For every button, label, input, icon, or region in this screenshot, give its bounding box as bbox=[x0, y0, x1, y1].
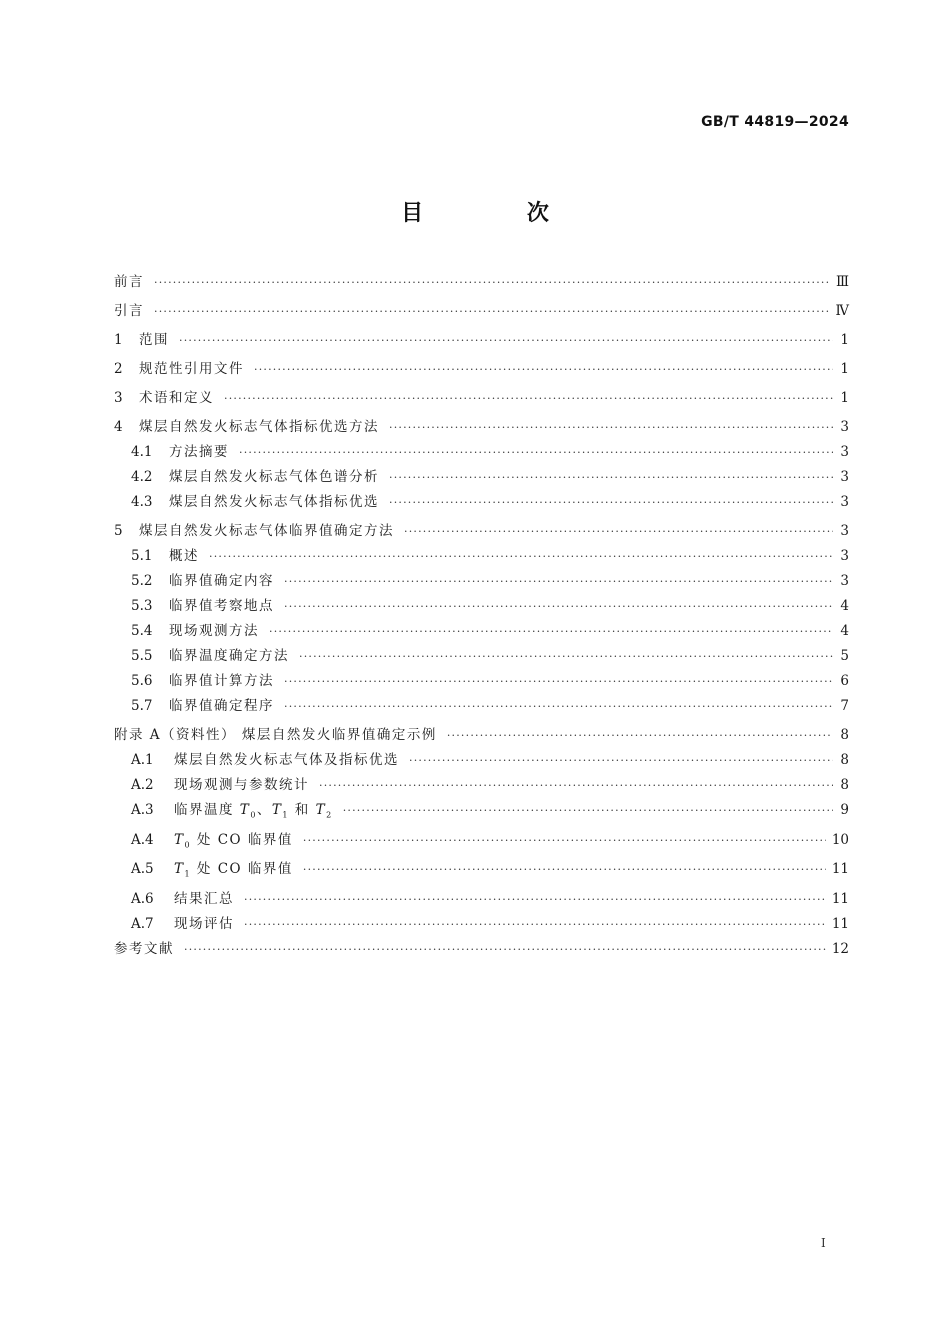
toc-entry-a-4[interactable] bbox=[114, 828, 849, 858]
toc-entry-5-4[interactable] bbox=[114, 619, 849, 644]
toc-entry-number: A.5 bbox=[131, 861, 154, 878]
standard-number: GB/T 44819—2024 bbox=[701, 114, 849, 130]
toc-entry-number: A.1 bbox=[131, 752, 154, 768]
leader-dots bbox=[409, 748, 833, 773]
toc-entry-label: 煤层自然发火标志气体临界值确定方法 bbox=[139, 523, 394, 539]
toc-entry-4[interactable] bbox=[114, 415, 849, 440]
toc-entry-number: 5.7 bbox=[131, 698, 153, 714]
symbol-t: T bbox=[315, 802, 327, 818]
toc-entry-a-7[interactable] bbox=[114, 912, 849, 937]
toc-entry-number: A.2 bbox=[131, 777, 154, 793]
leader-dots bbox=[284, 594, 833, 619]
toc-entry-4-1[interactable] bbox=[114, 440, 849, 465]
subscript: 0 bbox=[184, 840, 192, 850]
leader-dots bbox=[244, 887, 826, 912]
toc-entry-5-1[interactable] bbox=[114, 544, 849, 569]
toc-entry-number: 5.3 bbox=[131, 598, 153, 614]
toc-entry-number: 2 bbox=[114, 361, 123, 377]
subscript: 1 bbox=[282, 810, 290, 820]
toc-entry-number: 4.1 bbox=[131, 444, 153, 460]
toc-entry-2[interactable] bbox=[114, 357, 849, 382]
toc-entry-number: 1 bbox=[114, 332, 123, 348]
toc-entry-a-5[interactable] bbox=[114, 857, 849, 887]
leader-dots bbox=[154, 270, 830, 295]
toc-page-number: 6 bbox=[840, 673, 849, 689]
toc-page-number: 8 bbox=[840, 727, 849, 743]
leader-dots bbox=[284, 694, 833, 719]
leader-dots bbox=[184, 937, 826, 962]
toc-entry-label: 方法摘要 bbox=[169, 444, 229, 460]
toc-entry-number: 3 bbox=[114, 390, 123, 406]
toc-entry-label: 临界值计算方法 bbox=[169, 673, 274, 689]
toc-entry-number: A.6 bbox=[131, 891, 154, 908]
leader-dots bbox=[244, 912, 826, 937]
subscript: 0 bbox=[250, 810, 257, 820]
toc-entry-4-2[interactable] bbox=[114, 465, 849, 490]
toc-entry-label: 煤层自然发火标志气体及指标优选 bbox=[174, 752, 399, 768]
toc-page-number: 8 bbox=[840, 752, 849, 768]
toc-page-number: Ⅲ bbox=[835, 274, 849, 290]
toc-entry-label: 范围 bbox=[139, 332, 169, 348]
toc-page-number: 10 bbox=[831, 831, 849, 848]
toc-entry-label: 规范性引用文件 bbox=[139, 361, 244, 377]
toc-entry-5[interactable] bbox=[114, 519, 849, 544]
toc-entry-label: 附录 A（资料性） 煤层自然发火临界值确定示例 bbox=[114, 727, 437, 743]
symbol-t: T bbox=[239, 802, 251, 818]
toc-entry-a-2[interactable] bbox=[114, 773, 849, 798]
toc-entry-label: 煤层自然发火标志气体指标优选方法 bbox=[139, 419, 379, 435]
toc-entry-number: 4.3 bbox=[131, 494, 153, 510]
leader-dots bbox=[269, 619, 833, 644]
toc-entry-label: 结果汇总 bbox=[174, 891, 234, 908]
table-of-contents bbox=[114, 270, 849, 962]
toc-page-number: 9 bbox=[840, 802, 849, 818]
toc-entry-5-2[interactable] bbox=[114, 569, 849, 594]
toc-entry-number: 4 bbox=[114, 419, 123, 435]
toc-entry-number: A.3 bbox=[131, 802, 154, 818]
label-text: 临界温度 bbox=[174, 802, 240, 818]
toc-page-number: 11 bbox=[831, 916, 849, 933]
toc-entry-number: A.4 bbox=[131, 831, 154, 848]
toc-page-number: 1 bbox=[840, 361, 849, 377]
toc-entry-a-3[interactable] bbox=[114, 798, 849, 828]
toc-entry-number: 5.5 bbox=[131, 648, 153, 664]
toc-page-number: 11 bbox=[831, 861, 849, 878]
toc-page-number: 4 bbox=[840, 598, 849, 614]
leader-dots bbox=[389, 490, 833, 515]
toc-entry-4-3[interactable] bbox=[114, 490, 849, 515]
toc-entry-label: 临界值确定内容 bbox=[169, 573, 274, 589]
toc-page-number: 8 bbox=[840, 777, 849, 793]
toc-page-number: 5 bbox=[840, 648, 849, 664]
toc-entry-label bbox=[174, 798, 333, 828]
leader-dots bbox=[179, 328, 833, 353]
toc-entry-label: 煤层自然发火标志气体色谱分析 bbox=[169, 469, 379, 485]
toc-page-number: Ⅳ bbox=[835, 303, 849, 319]
symbol-t: T bbox=[174, 861, 185, 878]
leader-dots bbox=[303, 857, 826, 882]
leader-dots bbox=[209, 544, 833, 569]
toc-entry-label: 现场评估 bbox=[174, 916, 234, 933]
leader-dots bbox=[389, 465, 833, 490]
toc-entry-label: 引言 bbox=[114, 303, 144, 319]
separator: 、 bbox=[256, 802, 272, 818]
toc-entry-label: 术语和定义 bbox=[139, 390, 214, 406]
toc-entry-label: 现场观测与参数统计 bbox=[174, 777, 309, 793]
leader-dots bbox=[299, 644, 833, 669]
leader-dots bbox=[303, 828, 826, 853]
toc-entry-annex-a[interactable] bbox=[114, 723, 849, 748]
toc-entry-a-1[interactable] bbox=[114, 748, 849, 773]
toc-entry-label: 参考文献 bbox=[114, 941, 174, 958]
leader-dots bbox=[284, 669, 833, 694]
toc-entry-number: A.7 bbox=[131, 916, 154, 933]
toc-page-number: 3 bbox=[840, 494, 849, 510]
leader-dots bbox=[254, 357, 833, 382]
leader-dots bbox=[343, 798, 833, 823]
page-title: 目 次 bbox=[401, 201, 597, 226]
toc-page-number: 7 bbox=[840, 698, 849, 714]
toc-entry-number: 5 bbox=[114, 523, 123, 539]
label-text: 处 CO 临界值 bbox=[191, 861, 293, 878]
toc-entry-5-3[interactable] bbox=[114, 594, 849, 619]
toc-entry-label bbox=[174, 828, 293, 858]
conjunction: 和 bbox=[289, 802, 316, 818]
toc-page-number: 4 bbox=[840, 623, 849, 639]
toc-entry-label: 临界值考察地点 bbox=[169, 598, 274, 614]
toc-page-number: 3 bbox=[840, 548, 849, 564]
toc-entry-foreword[interactable] bbox=[114, 270, 849, 295]
toc-entry-5-5[interactable] bbox=[114, 644, 849, 669]
toc-page-number: 3 bbox=[840, 419, 849, 435]
toc-page-number: 12 bbox=[831, 941, 849, 958]
toc-page-number: 3 bbox=[840, 523, 849, 539]
toc-page-number: 1 bbox=[840, 332, 849, 348]
leader-dots bbox=[404, 519, 833, 544]
leader-dots bbox=[319, 773, 833, 798]
toc-entry-number: 4.2 bbox=[131, 469, 153, 485]
toc-entry-bibliography[interactable] bbox=[114, 937, 849, 962]
toc-page-number: 3 bbox=[840, 573, 849, 589]
symbol-t: T bbox=[174, 831, 185, 848]
toc-entry-label: 现场观测方法 bbox=[169, 623, 259, 639]
label-text: 处 CO 临界值 bbox=[191, 831, 293, 848]
toc-entry-introduction[interactable] bbox=[114, 299, 849, 324]
leader-dots bbox=[447, 723, 833, 748]
toc-page-number: 3 bbox=[840, 444, 849, 460]
toc-entry-5-6[interactable] bbox=[114, 669, 849, 694]
page-number: I bbox=[821, 1236, 826, 1250]
toc-entry-5-7[interactable] bbox=[114, 694, 849, 719]
toc-entry-3[interactable] bbox=[114, 386, 849, 411]
leader-dots bbox=[284, 569, 833, 594]
toc-entry-label bbox=[174, 857, 293, 887]
leader-dots bbox=[154, 299, 830, 324]
leader-dots bbox=[239, 440, 833, 465]
toc-entry-number: 5.1 bbox=[131, 548, 153, 564]
symbol-t: T bbox=[271, 802, 283, 818]
subscript: 1 bbox=[184, 870, 192, 880]
toc-entry-number: 5.4 bbox=[131, 623, 153, 639]
toc-entry-number: 5.6 bbox=[131, 673, 153, 689]
toc-entry-label: 临界值确定程序 bbox=[169, 698, 274, 714]
toc-page-number: 1 bbox=[840, 390, 849, 406]
toc-entry-label: 概述 bbox=[169, 548, 199, 564]
toc-page-number: 3 bbox=[840, 469, 849, 485]
toc-page-number: 11 bbox=[831, 891, 849, 908]
toc-entry-label: 煤层自然发火标志气体指标优选 bbox=[169, 494, 379, 510]
subscript: 2 bbox=[326, 810, 333, 820]
toc-entry-a-6[interactable] bbox=[114, 887, 849, 912]
leader-dots bbox=[224, 386, 833, 411]
leader-dots bbox=[389, 415, 833, 440]
toc-entry-label: 临界温度确定方法 bbox=[169, 648, 289, 664]
toc-entry-number: 5.2 bbox=[131, 573, 153, 589]
toc-entry-1[interactable] bbox=[114, 328, 849, 353]
toc-entry-label: 前言 bbox=[114, 274, 144, 290]
